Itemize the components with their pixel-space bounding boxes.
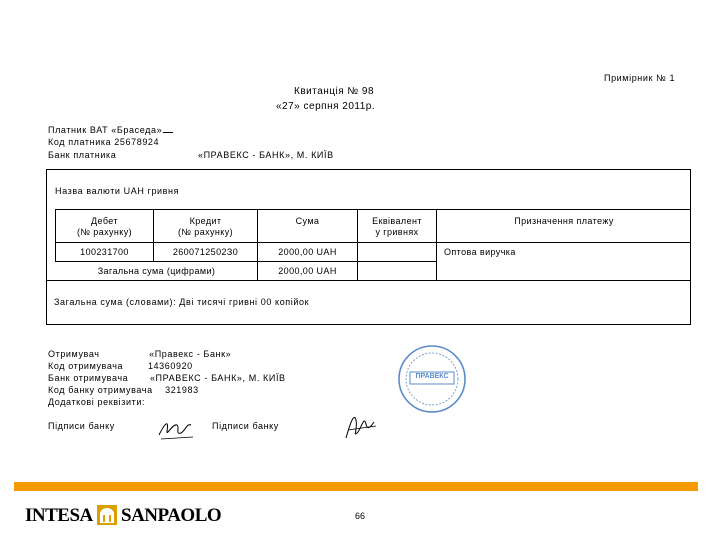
total-in-words: Загальна сума (словами): Дві тисячі гривні 00 копійок [54,297,310,307]
copy-number: Примірник № 1 [604,73,676,83]
receiver-bank: Банк отримувача «ПРАВЕКС - БАНК», М. КИЇВ [48,373,286,383]
bank-signature-label-2: Підписи банку [212,421,279,431]
additional-details: Додаткові реквізити: [48,397,146,407]
grid-line-top [55,209,691,210]
payer-code: Код платника 25678924 [48,137,160,147]
row-purpose: Оптова виручка [444,247,516,257]
logo-left-text: INTESA [25,505,93,526]
bank-logo-icon [96,504,118,526]
signature-1-icon [155,413,199,443]
grid-line-row-bottom [55,261,436,262]
logo-right-text: SANPAOLO [121,505,222,526]
page-number: 66 [355,511,366,521]
footer-bar [14,482,698,491]
header-credit: Кредит (№ рахунку) [177,216,234,237]
receiver-code: Код отримувача 14360920 [48,361,193,371]
bank-signature-label-1: Підписи банку [48,421,115,431]
row-debit: 100231700 [80,247,129,257]
total-label: Загальна сума (цифрами) [97,266,216,276]
row-credit: 2600712502З0 [172,247,239,257]
signature-2-icon [340,408,384,444]
header-debit: Дебет (№ рахунку) [76,216,133,237]
header-equivalent: Еквівалент у гривнях [372,216,422,237]
stamp-text: ПРАВЕКС [415,373,449,380]
header-purpose: Призначення платежу [514,216,614,226]
grid-line-header-bottom [55,242,691,243]
payer-bank-label: Банк платника [48,150,117,160]
payer-bank-value: «ПРАВЕКС - БАНК», М. КИЇВ [198,150,334,160]
receipt-date: «27» серпня 2011р. [276,101,376,112]
receiver-bank-code: Код банку отримувача 321983 [48,385,199,395]
payer-line: Платник ВАТ «Браседа» [48,125,173,135]
grid-line-total-bottom [46,280,691,281]
row-sum: 2000,00 UAH [278,247,337,257]
total-value: 2000,00 UAH [278,266,337,276]
currency-label: Назва валюти UAH гривня [55,186,180,196]
receipt-title: Квитанція № 98 [294,86,375,97]
header-sum: Сума [295,216,320,226]
receiver-line: Отримувач «Правекс - Банк» [48,349,232,359]
